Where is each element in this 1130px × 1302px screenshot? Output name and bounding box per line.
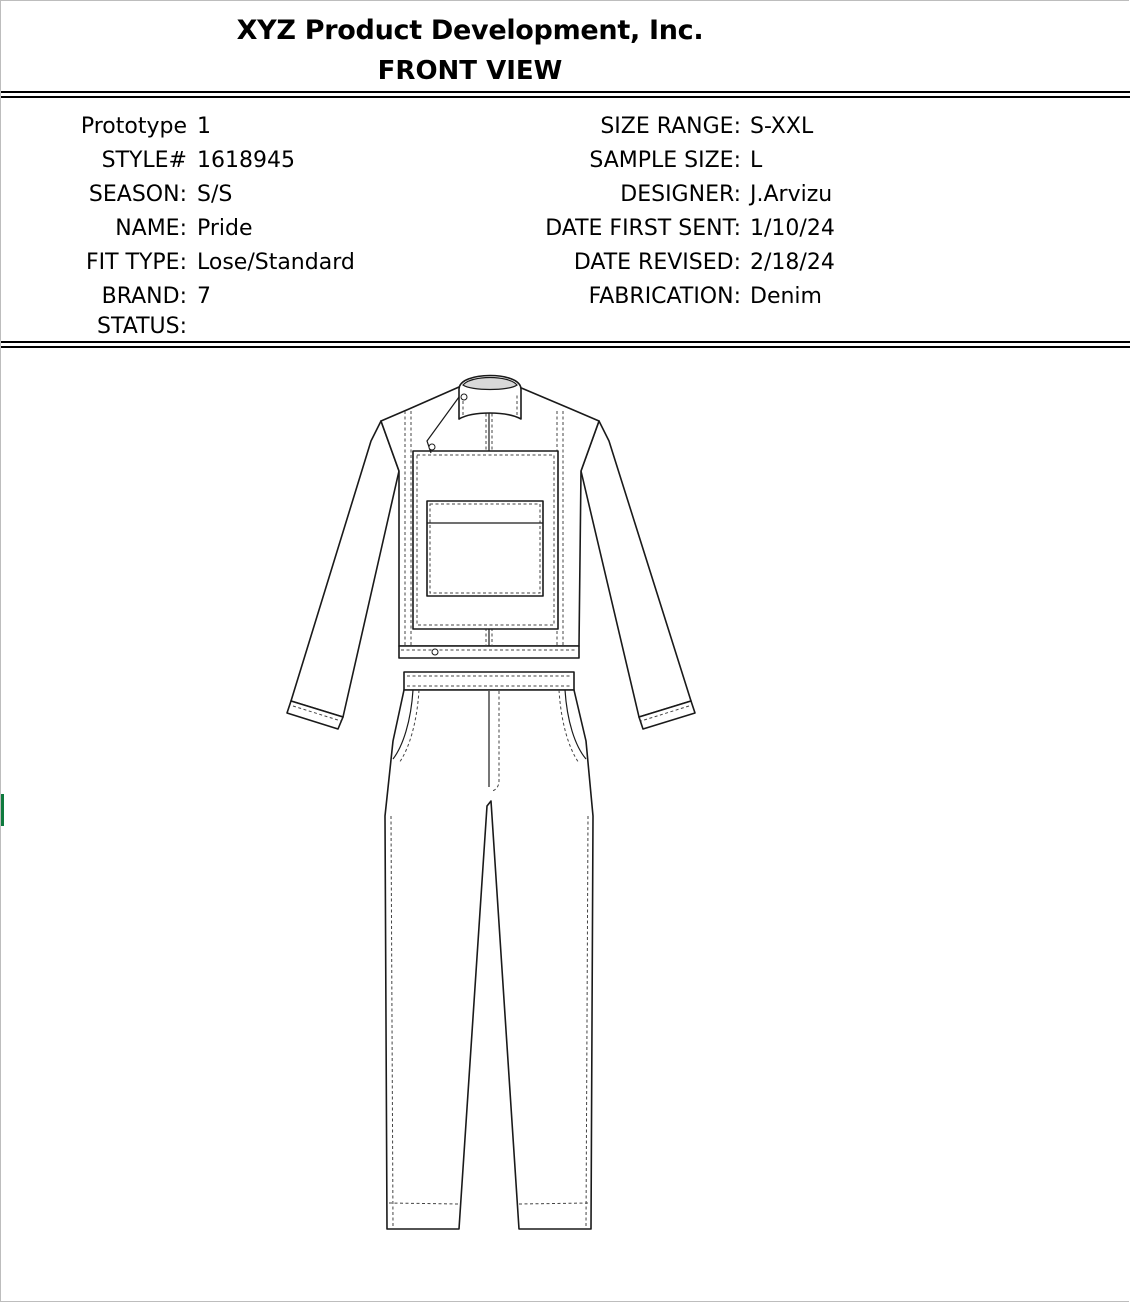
field-value: 1 (197, 114, 211, 139)
field-label: SIZE RANGE: (600, 114, 741, 139)
field-value: J.Arvizu (750, 182, 833, 207)
field-label: DATE REVISED: (573, 250, 741, 275)
field-value: 1/10/24 (750, 216, 835, 241)
field-value: Lose/Standard (197, 250, 355, 275)
field-label: FIT TYPE: (85, 250, 187, 275)
company-name: XYZ Product Development, Inc. (236, 15, 704, 46)
view-title: FRONT VIEW (377, 56, 563, 86)
field-label: STYLE# (101, 148, 187, 173)
field-label: NAME: (115, 216, 187, 241)
field-label: DESIGNER: (620, 182, 741, 207)
field-value: Denim (750, 284, 822, 309)
field-label: STATUS: (97, 314, 187, 339)
field-label: Prototype (80, 114, 187, 139)
field-label: BRAND: (101, 284, 187, 309)
field-label: DATE FIRST SENT: (545, 216, 741, 241)
field-value: L (750, 148, 763, 173)
field-value: 2/18/24 (750, 250, 835, 275)
field-value: 1618945 (197, 148, 295, 173)
field-value: Pride (197, 216, 253, 241)
field-value: S/S (197, 182, 233, 207)
left-sleeve (287, 421, 399, 729)
field-label: SAMPLE SIZE: (589, 148, 741, 173)
coverall-flat-sketch (1, 1, 1129, 1301)
right-sleeve (581, 421, 695, 729)
field-label: SEASON: (88, 182, 187, 207)
pants (385, 672, 593, 1229)
field-label: FABRICATION: (588, 284, 741, 309)
field-value: 7 (197, 284, 211, 309)
jacket-body (381, 376, 599, 659)
field-value: S-XXL (750, 114, 814, 139)
